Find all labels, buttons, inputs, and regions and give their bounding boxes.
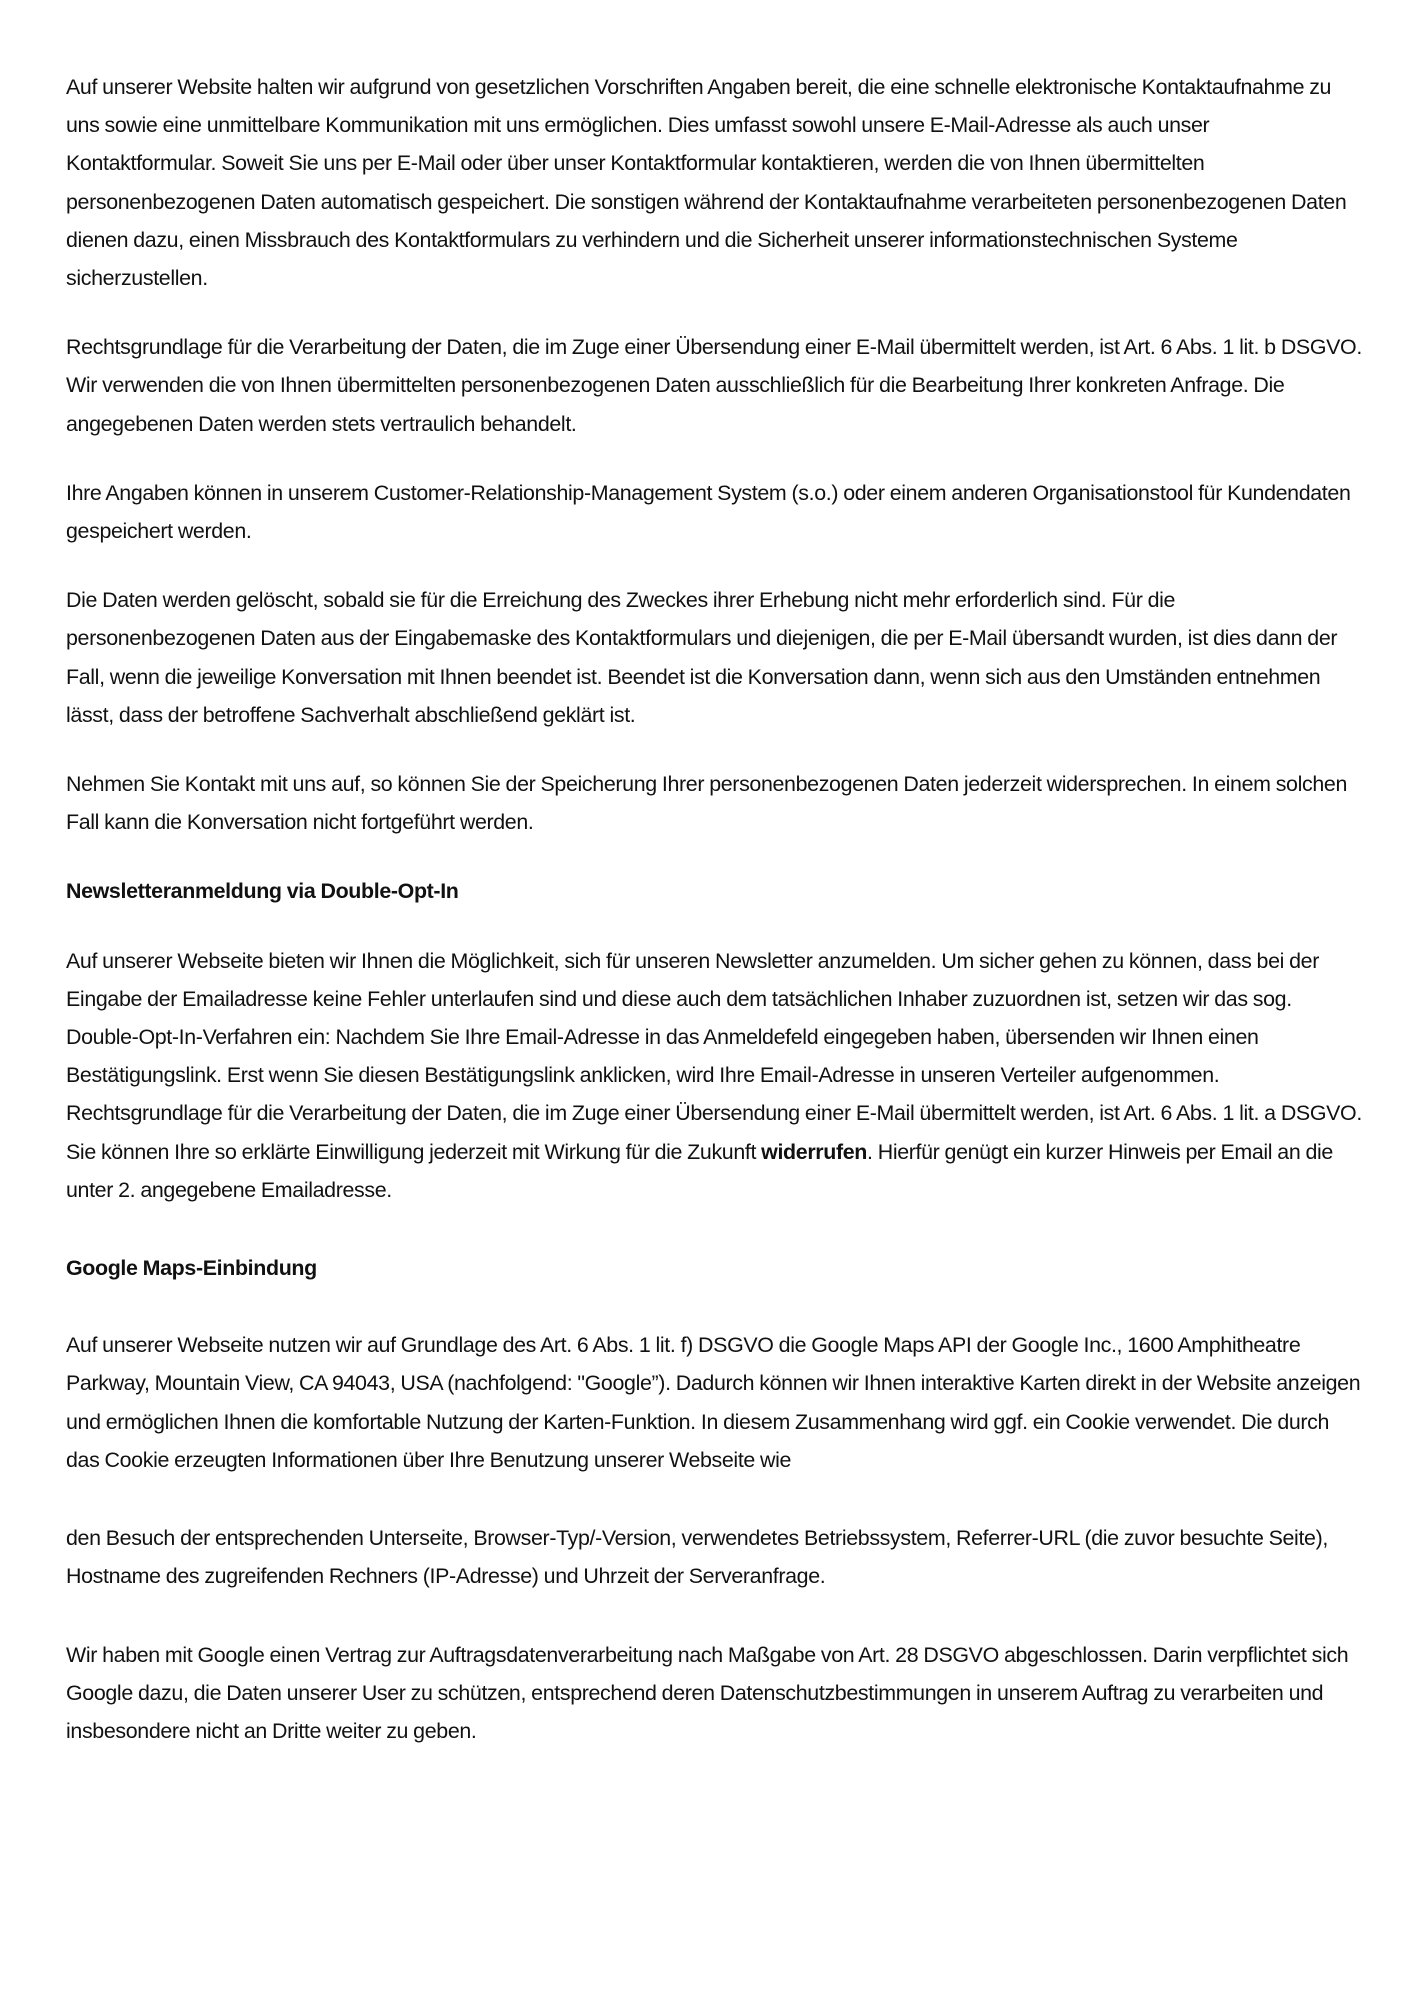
- paragraph-contact-deletion: Die Daten werden gelöscht, sobald sie für die Erreichung des Zweckes ihrer Erhebung nicht mehr erforderlich sind. Für die personenbezogenen Daten aus der Eingabemaske des Kontaktformulars und diejenigen, die per E-Mail übersandt wurden, ist dies dann der Fall, wenn die jeweilige Konversation mit Ihnen beendet ist. Beendet ist die Konversation dann, wenn sich aus den Umständen entnehmen lässt, dass der betroffene Sachverhalt abschließend geklärt ist.: [66, 588, 1338, 727]
- paragraph-google-maps-1: Auf unserer Webseite nutzen wir auf Grundlage des Art. 6 Abs. 1 lit. f) DSGVO die Google Maps API der Google Inc., 1600 Amphitheatre Parkway, Mountain View, CA 94043, USA (nachfolgend: "Google”). Dadurch können wir Ihnen interaktive Karten direkt in der Website anzeigen und ermöglichen Ihnen die komfortable Nutzung der Karten-Funktion. In diesem Zusammenhang wird ggf. ein Cookie verwendet. Die durch das Cookie erzeugten Informationen über Ihre Benutzung unserer Webseite wie: [66, 1333, 1361, 1472]
- newsletter-text-start: Auf unserer Webseite bieten wir Ihnen die Möglichkeit, sich für unseren Newsletter anzumelden. Um sicher gehen zu können, dass bei der Eingabe der Emailadresse keine Fehler unterlaufen sind und diese auch dem tatsächlichen Inhaber zuzuordnen ist, setzen wir das sog. Double-Opt-In-Verfahren ein: Nachdem Sie Ihre Email-Adresse in das Anmeldefeld eingegeben haben, übersenden wir Ihnen einen Bestätigungslink. Erst wenn Sie diesen Bestätigungslink anklicken, wird Ihre Email-Adresse in unseren Verteiler aufgenommen. Rechtsgrundlage für die Verarbeitung der Daten, die im Zuge einer Übersendung einer E-Mail übermittelt werden, ist Art. 6 Abs. 1 lit. a DSGVO. Sie können Ihre so erklärte Einwilligung jederzeit mit Wirkung für die Zukunft: [66, 948, 1362, 1164]
- section-heading-newsletter: Newsletteranmeldung via Double-Opt-In: [66, 879, 459, 904]
- paragraph-newsletter: [66, 942, 1362, 1209]
- paragraph-google-maps-3: Wir haben mit Google einen Vertrag zur Auftragsdatenverarbeitung nach Maßgabe von Art. 28 DSGVO abgeschlossen. Darin verpflichtet sich Google dazu, die Daten unserer User zu schützen, entsprechend deren Datenschutzbestimmungen in unserem Auftrag zu verarbeiten und insbesondere nicht an Dritte weiter zu geben.: [66, 1642, 1349, 1743]
- newsletter-text-end: . Hierfür genügt ein kurzer Hinweis per Email an die unter 2. angegebene Emailadresse.: [66, 1139, 1333, 1202]
- paragraph-contact-objection: Nehmen Sie Kontakt mit uns auf, so können Sie der Speicherung Ihrer personenbezogenen Daten jederzeit widersprechen. In einem solchen Fall kann die Konversation nicht fortgeführt werden.: [66, 772, 1347, 835]
- paragraph-contact-legal-basis: Rechtsgrundlage für die Verarbeitung der Daten, die im Zuge einer Übersendung einer E-Mail übermittelt werden, ist Art. 6 Abs. 1 lit. b DSGVO. Wir verwenden die von Ihnen übermittelten personenbezogenen Daten ausschließlich für die Bearbeitung Ihrer konkreten Anfrage. Die angegebenen Daten werden stets vertraulich behandelt.: [66, 335, 1362, 436]
- paragraph-contact-1: Auf unserer Website halten wir aufgrund von gesetzlichen Vorschriften Angaben bereit, die eine schnelle elektronische Kontaktaufnahme zu uns sowie eine unmittelbare Kommunikation mit uns ermöglichen. Dies umfasst sowohl unsere E-Mail-Adresse als auch unser Kontaktformular. Soweit Sie uns per E-Mail oder über unser Kontaktformular kontaktieren, werden die von Ihnen übermittelten personenbezogenen Daten automatisch gespeichert. Die sonstigen während der Kontaktaufnahme verarbeiteten personenbezogenen Daten dienen dazu, einen Missbrauch des Kontaktformulars zu verhindern und die Sicherheit unserer informationstechnischen Systeme sicherzustellen.: [66, 75, 1347, 291]
- section-heading-google-maps: Google Maps-Einbindung: [66, 1256, 317, 1281]
- paragraph-contact-crm: Ihre Angaben können in unserem Customer-Relationship-Management System (s.o.) oder einem anderen Organisationstool für Kundendaten gespeichert werden.: [66, 480, 1351, 544]
- newsletter-bold-word: widerrufen: [761, 1139, 868, 1164]
- paragraph-google-maps-2: den Besuch der entsprechenden Unterseite, Browser-Typ/-Version, verwendetes Betriebssystem, Referrer-URL (die zuvor besuchte Seite), Hostname des zugreifenden Rechners (IP-Adresse) und Uhrzeit der Serveranfrage.: [66, 1526, 1328, 1589]
